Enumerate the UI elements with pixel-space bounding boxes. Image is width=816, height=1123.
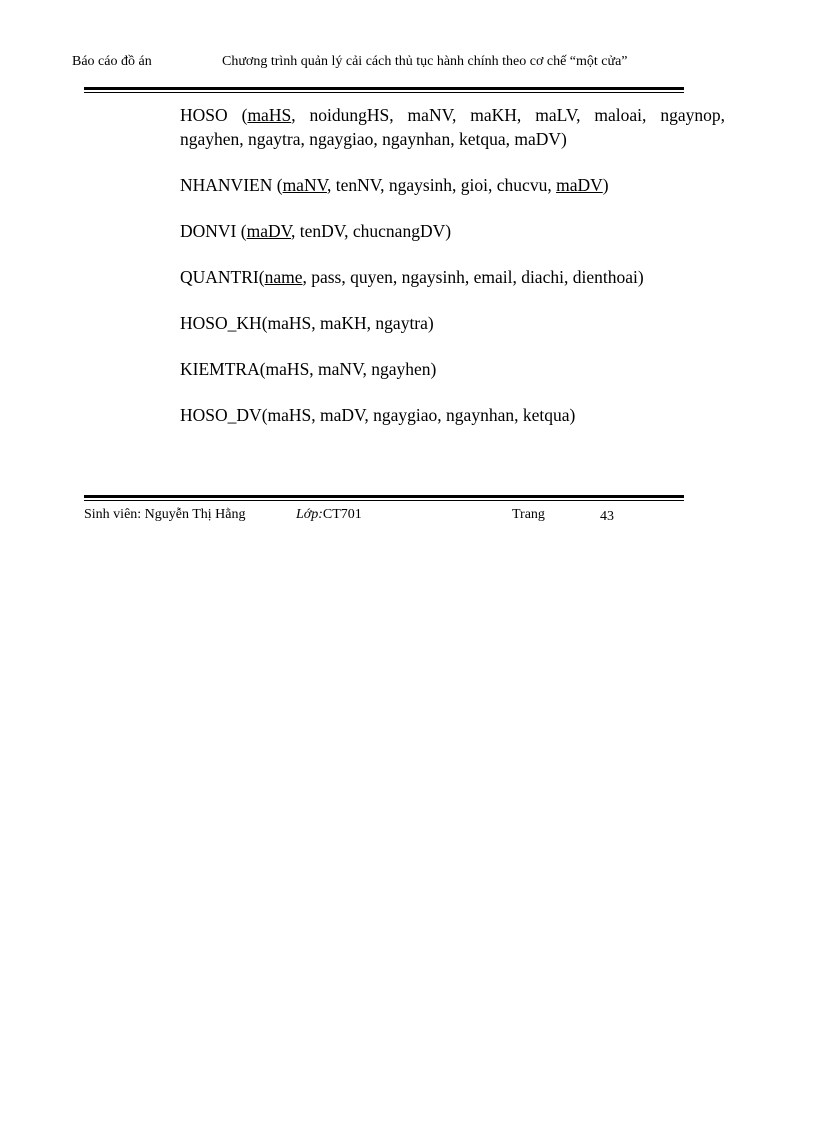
attribute-list: , pass, quyen, ngaysinh, email, diachi, dienthoai) — [302, 267, 644, 287]
relation-open-paren: ( — [258, 267, 265, 287]
relation-hoso — [180, 103, 725, 151]
relation-name: QUANTRI — [180, 267, 259, 287]
relation-quantri — [180, 265, 725, 289]
relation-hoso-dv — [180, 403, 725, 427]
relation-open-paren: ( — [261, 313, 268, 333]
relation-open-paren: ( — [261, 405, 268, 425]
attribute-list: ) — [602, 175, 609, 195]
attribute-list: , noidungHS, maNV, maKH, maLV, maloai, ngaynop, ngayhen, ngaytra, ngaygiao, ngaynhan, ketqua, maDV) — [180, 105, 725, 149]
attribute-list: maHS, maKH, ngaytra) — [267, 313, 434, 333]
relation-name: HOSO_DV — [180, 405, 262, 425]
relation-donvi — [180, 219, 725, 243]
header-divider — [84, 87, 684, 93]
relation-kiemtra — [180, 357, 725, 381]
relation-schema-list — [180, 103, 725, 449]
relation-name: NHANVIEN — [180, 175, 273, 195]
attribute-list: maHS, maNV, ngayhen) — [265, 359, 437, 379]
relation-name: KIEMTRA — [180, 359, 260, 379]
primary-key-field: maHS — [247, 105, 292, 125]
footer-student-name: Sinh viên: Nguyễn Thị Hằng — [84, 507, 246, 522]
footer-page-label: Trang — [512, 507, 545, 522]
footer-divider — [84, 495, 684, 501]
relation-open-paren: ( — [227, 105, 248, 125]
page-footer — [84, 507, 684, 527]
attribute-list: maHS, maDV, ngaygiao, ngaynhan, ketqua) — [267, 405, 576, 425]
primary-key-field: maDV — [556, 175, 603, 195]
footer-class — [296, 507, 362, 523]
relation-open-paren: ( — [236, 221, 247, 241]
relation-open-paren: ( — [259, 359, 266, 379]
relation-open-paren: ( — [272, 175, 283, 195]
primary-key-field: maDV — [246, 221, 291, 241]
attribute-list: , tenNV, ngaysinh, gioi, chucvu, — [326, 175, 557, 195]
header-project-title: Chương trình quản lý cải cách thủ tục hành chính theo cơ chế “một cửa” — [222, 54, 628, 69]
footer-class-label: Lớp: — [296, 507, 323, 522]
relation-name: HOSO_KH — [180, 313, 262, 333]
header-report-title: Báo cáo đồ án — [72, 54, 152, 69]
relation-hoso-kh — [180, 311, 725, 335]
relation-nhanvien — [180, 173, 725, 197]
footer-page-number: 43 — [600, 509, 614, 524]
primary-key-field: name — [264, 267, 303, 287]
relation-name: DONVI — [180, 221, 237, 241]
attribute-list: , tenDV, chucnangDV) — [291, 221, 452, 241]
relation-name: HOSO — [180, 105, 228, 125]
footer-class-value: CT701 — [322, 507, 362, 522]
primary-key-field: maNV — [282, 175, 327, 195]
